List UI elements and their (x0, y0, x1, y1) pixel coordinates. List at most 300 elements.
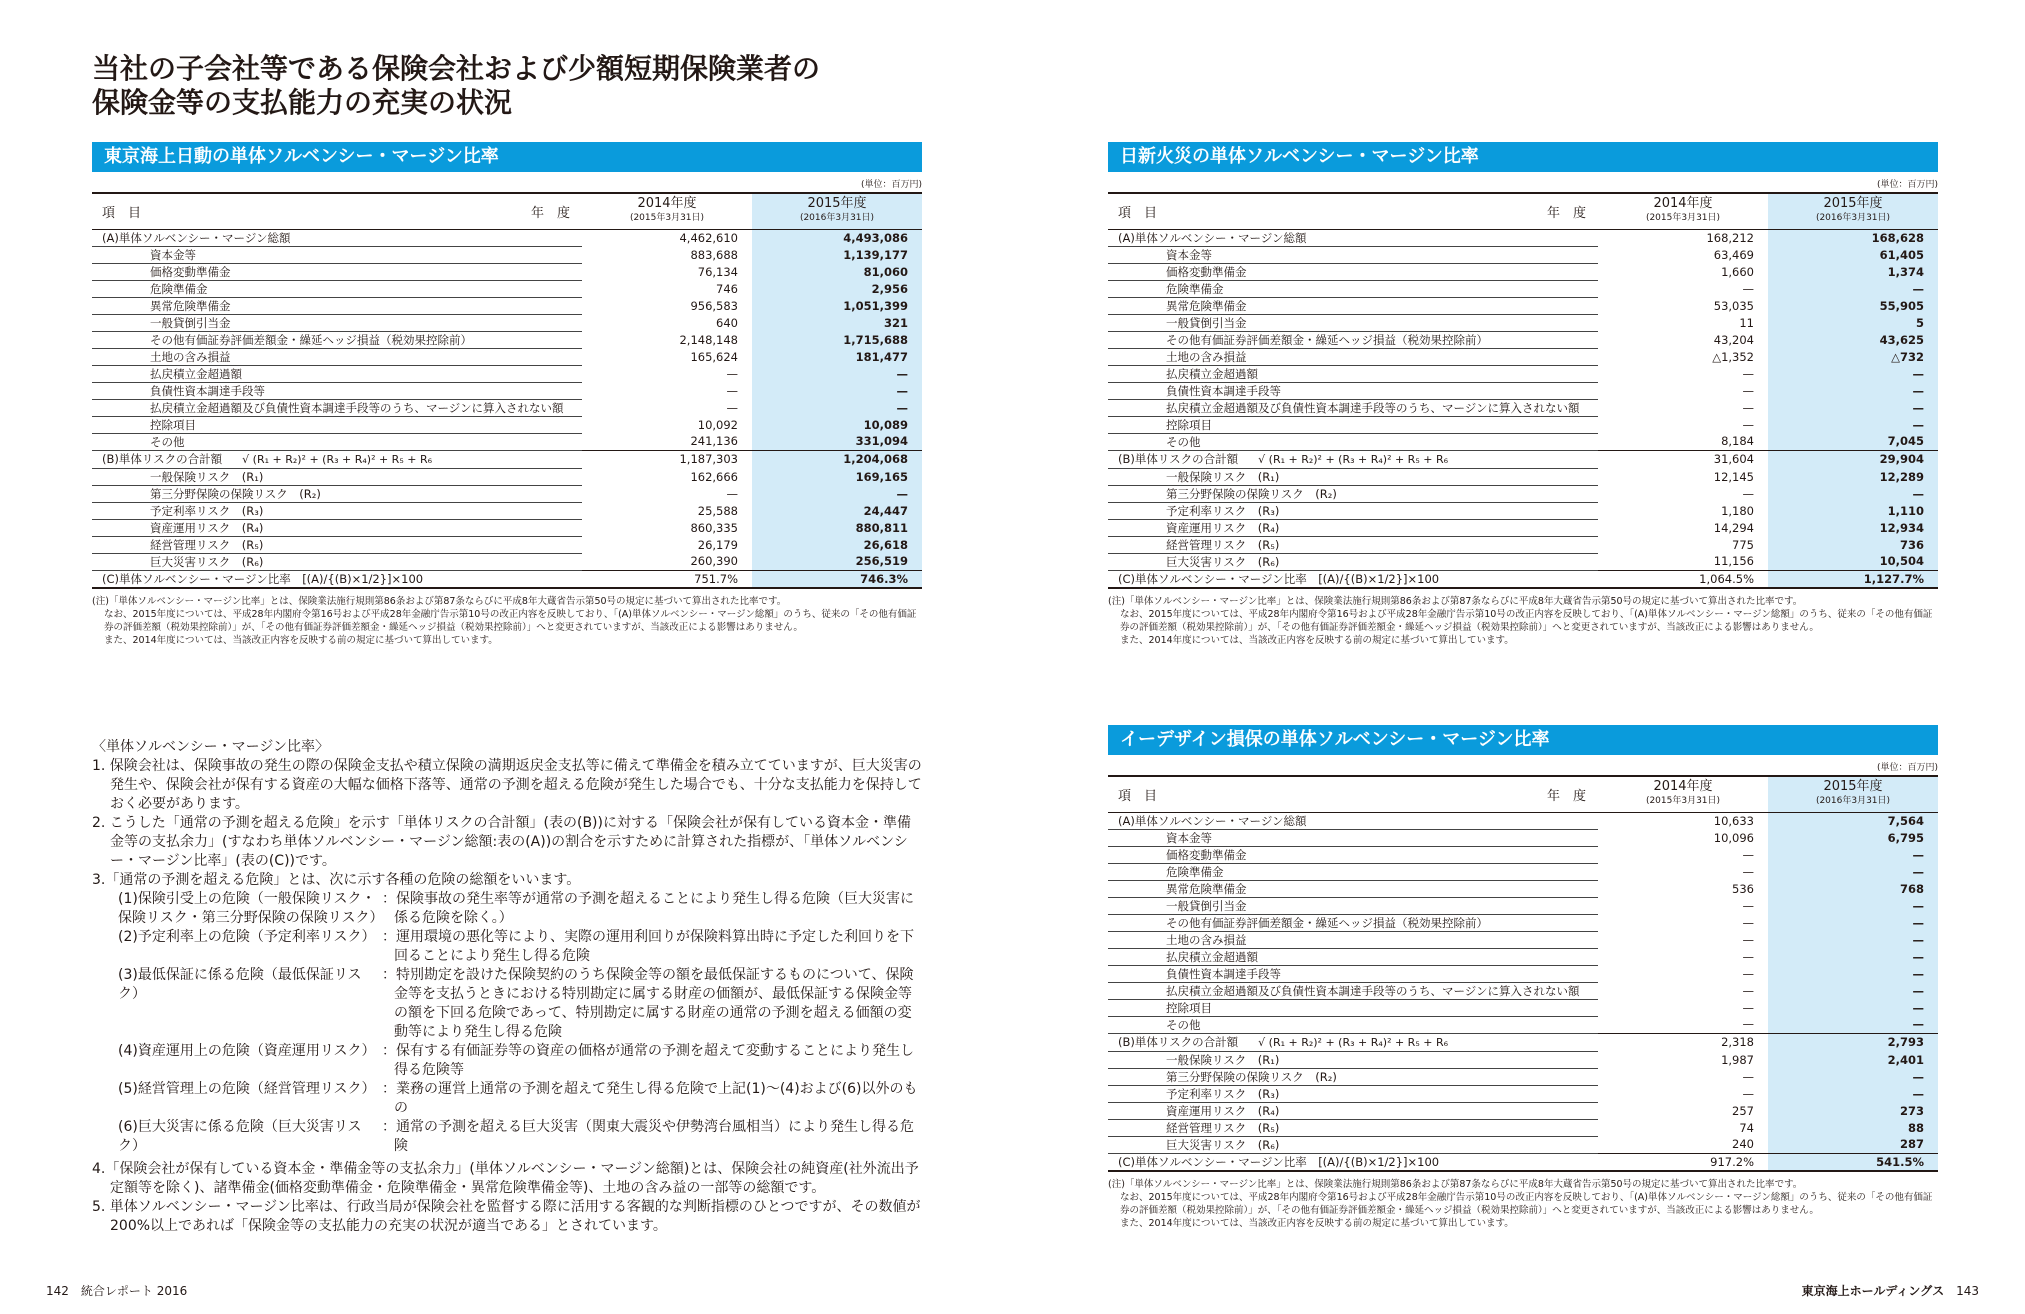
row-label: 一般貸倒引当金 (92, 314, 582, 331)
value-2014: 25,588 (697, 503, 738, 518)
risk-list (92, 890, 922, 1156)
row-label: (B)単体リスクの合計額 √ (R₁ + R₂)² + (R₃ + R₄)² + R₅ + R₆ (1108, 450, 1598, 468)
value-2014: — (1742, 417, 1754, 432)
value-2015: 2,956 (752, 280, 922, 297)
row-label: その他有価証券評価差額金・繰延ヘッジ損益（税効果控除前） (1108, 914, 1598, 931)
value-2015: 10,089 (752, 416, 922, 433)
value-2014: 63,469 (1713, 247, 1754, 262)
value-2014: 53,035 (1713, 298, 1754, 313)
value-2014: 536 (1732, 881, 1754, 896)
risk-item (92, 1118, 922, 1156)
risk-item (92, 928, 922, 966)
value-2015: 81,060 (752, 263, 922, 280)
risk-item (92, 890, 922, 928)
risk-description: ：業務の運営上通常の予測を超えて発生し得る危険で上記(1)～(4)および(6)以外のもの (382, 1081, 918, 1116)
value-2014: 1,180 (1721, 503, 1754, 518)
row-label: 控除項目 (1108, 999, 1598, 1016)
row-label: 資産運用リスク (R₄) (1108, 519, 1598, 536)
value-2014: 8,184 (1721, 434, 1754, 449)
value-2014: 1,987 (1721, 1052, 1754, 1067)
explanation (92, 738, 922, 1236)
row-label: 巨大災害リスク (R₆) (1108, 1136, 1598, 1153)
value-2014: — (1742, 898, 1754, 913)
note-line: また、2014年度については、当該改正内容を反映する前の規定に基づいて算出しています。 (1120, 1217, 1514, 1229)
risk-name: (1)保険引受上の危険（一般保険リスク・保険リスク・第三分野保険の保険リスク） (118, 891, 384, 926)
table-row (1108, 812, 1938, 829)
table-row (1108, 863, 1938, 880)
value-2014: — (1742, 366, 1754, 381)
row-label: 巨大災害リスク (R₆) (1108, 553, 1598, 570)
value-2015: 1,715,688 (752, 331, 922, 348)
value-2015: — (1768, 1068, 1938, 1085)
value-2015: 26,618 (752, 536, 922, 553)
value-2014: — (1742, 1069, 1754, 1084)
value-2015: — (1768, 1085, 1938, 1102)
row-label: その他 (1108, 433, 1598, 450)
value-2014: 640 (716, 315, 738, 330)
row-label: (A)単体ソルベンシー・マージン総額 (1108, 229, 1598, 246)
value-2015: 6,795 (1768, 829, 1938, 846)
value-2015: 12,289 (1768, 468, 1938, 485)
row-label: 資本金等 (1108, 829, 1598, 846)
table-row (1108, 263, 1938, 280)
value-2015: — (1768, 416, 1938, 433)
table-row (92, 382, 922, 399)
value-2014: 1,187,303 (582, 450, 752, 468)
value-2014: — (1742, 915, 1754, 930)
row-label: 経営管理リスク (R₅) (92, 536, 582, 553)
value-2015: — (1768, 897, 1938, 914)
value-2014: — (1742, 281, 1754, 296)
row-label: 負債性資本調達手段等 (1108, 965, 1598, 982)
value-2014: △1,352 (1712, 349, 1754, 364)
value-2015: 1,127.7% (1768, 570, 1938, 588)
value-2014: — (726, 486, 738, 501)
solvency-table (1108, 775, 1938, 1172)
explanation-heading: 〈単体ソルベンシー・マージン比率〉 (92, 739, 330, 755)
value-2015: — (1768, 280, 1938, 297)
risk-description: ：保有する有価証券等の資産の価格が通常の予測を超えて変動することにより発生し得る危険等 (382, 1043, 914, 1078)
section-title: イーデザイン損保の単体ソルベンシー・マージン比率 (1108, 725, 1938, 755)
header-item: 項 目 年 度 (1118, 788, 1586, 804)
row-label: 資産運用リスク (R₄) (92, 519, 582, 536)
table-row (92, 553, 922, 570)
value-2015: 24,447 (752, 502, 922, 519)
unit-label: (単位：百万円) (1876, 763, 1938, 773)
risk-name: (3)最低保証に係る危険（最低保証リスク） (118, 967, 362, 1002)
table-row (1108, 1102, 1938, 1119)
page-title-line1: 当社の子会社等である保険会社および少額短期保険業者の (92, 52, 821, 85)
table-row (92, 570, 922, 588)
risk-item (92, 966, 922, 1042)
risk-item (92, 1042, 922, 1080)
row-label: 予定利率リスク (R₃) (1108, 1085, 1598, 1102)
section-title: 東京海上日動の単体ソルベンシー・マージン比率 (92, 142, 922, 172)
table-row (1108, 999, 1938, 1016)
page-title-line2: 保険金等の支払能力の充実の状況 (92, 86, 513, 119)
value-2015: 1,051,399 (752, 297, 922, 314)
value-2014: — (1742, 847, 1754, 862)
table-row (1108, 1068, 1938, 1085)
footer-right-title: 東京海上ホールディングス (1801, 1284, 1945, 1298)
row-label: 価格変動準備金 (1108, 846, 1598, 863)
note-line: (注)「単体ソルベンシー・マージン比率」とは、保険業法施行規則第86条および第87条ならびに平成8年大蔵省告示第50号の規定に基づいて算出された比率です。 (92, 595, 787, 607)
table-row (1108, 468, 1938, 485)
value-2014: 860,335 (690, 520, 738, 535)
value-2014: 240 (1732, 1137, 1754, 1152)
table-row (92, 348, 922, 365)
row-label: 経営管理リスク (R₅) (1108, 1119, 1598, 1136)
value-2015: 331,094 (752, 433, 922, 450)
row-label: 控除項目 (92, 416, 582, 433)
value-2014: — (1742, 400, 1754, 415)
value-2014: 917.2% (1598, 1153, 1768, 1171)
row-label: 土地の含み損益 (1108, 348, 1598, 365)
row-label: 負債性資本調達手段等 (1108, 382, 1598, 399)
value-2015: — (752, 485, 922, 502)
footer-left-title: 統合レポート 2016 (80, 1284, 188, 1298)
value-2015: — (1768, 999, 1938, 1016)
row-label: 価格変動準備金 (92, 263, 582, 280)
row-label: (A)単体ソルベンシー・マージン総額 (1108, 812, 1598, 829)
value-2014: 74 (1739, 1120, 1754, 1135)
value-2014: 14,294 (1713, 520, 1754, 535)
value-2014: — (726, 383, 738, 398)
value-2015: 12,934 (1768, 519, 1938, 536)
table-row (1108, 1153, 1938, 1171)
page-number-right: 143 (1956, 1284, 1979, 1298)
value-2015: 2,401 (1768, 1051, 1938, 1068)
explanation-item: 1. 保険会社は、保険事故の発生の際の保険金支払や積立保険の満期返戻金支払等に備えて準備金を積み立てていますが、巨大災害の発生や、保険会社が保有する資産の大幅な価格下落等、通常の予測を超える危険が発生した場合でも、十分な支払能力を保持しておく必要があります。 (92, 758, 922, 812)
value-2015: 2,793 (1768, 1033, 1938, 1051)
row-label: 第三分野保険の保険リスク (R₂) (92, 485, 582, 502)
value-2014: 165,624 (690, 349, 738, 364)
value-2015: 61,405 (1768, 246, 1938, 263)
row-label: 第三分野保険の保険リスク (R₂) (1108, 485, 1598, 502)
unit-label: (単位：百万円) (1876, 180, 1938, 190)
table-row (92, 485, 922, 502)
table-row (1108, 536, 1938, 553)
value-2015: 541.5% (1768, 1153, 1938, 1171)
note-line: なお、2015年度については、平成28年内閣府令第16号および平成28年金融庁告示第10号の改正内容を反映しており、「(A)単体ソルベンシー・マージン総額」のうち、従来の「その他有価証券の評価差額（税効果控除前）」が、「その他有価証券評価差額金・繰延ヘッジ損益（税効果控除前）」へと変更されていますが、当該改正による影響はありません。 (1120, 1191, 1933, 1216)
value-2015: — (1768, 948, 1938, 965)
table-row (1108, 1033, 1938, 1051)
section-e-design (1108, 725, 1938, 1230)
footer-right (1802, 1282, 1979, 1299)
row-label: 経営管理リスク (R₅) (1108, 536, 1598, 553)
table-note (92, 595, 922, 647)
value-2014: 257 (1732, 1103, 1754, 1118)
table-note (1108, 1178, 1938, 1230)
value-2015: — (1768, 931, 1938, 948)
row-label: 価格変動準備金 (1108, 263, 1598, 280)
row-label: 資本金等 (92, 246, 582, 263)
table-row (1108, 931, 1938, 948)
solvency-table (1108, 192, 1938, 589)
table-row (1108, 280, 1938, 297)
header-2015: 2015年度 (2016年3月31日) (1768, 776, 1938, 812)
header-item: 項 目 年 度 (1118, 205, 1586, 221)
row-label: 払戻積立金超過額 (1108, 365, 1598, 382)
value-2015: 88 (1768, 1119, 1938, 1136)
row-label: 危険準備金 (92, 280, 582, 297)
value-2015: 181,477 (752, 348, 922, 365)
value-2014: 4,462,610 (679, 230, 738, 245)
table-row (92, 263, 922, 280)
value-2015: △732 (1768, 348, 1938, 365)
note-line: また、2014年度については、当該改正内容を反映する前の規定に基づいて算出しています。 (104, 634, 498, 646)
row-label: (C)単体ソルベンシー・マージン比率 [(A)/{(B)×1/2}]×100 (92, 570, 582, 588)
value-2014: 2,148,148 (679, 332, 738, 347)
table-row (92, 297, 922, 314)
header-2014: 2014年度 (2015年3月31日) (1645, 196, 1721, 224)
row-label: 一般保険リスク (R₁) (1108, 468, 1598, 485)
unit-label: (単位：百万円) (860, 180, 922, 190)
row-label: 巨大災害リスク (R₆) (92, 553, 582, 570)
table-row (92, 502, 922, 519)
table-row (1108, 433, 1938, 450)
value-2015: 10,504 (1768, 553, 1938, 570)
value-2014: — (1742, 1086, 1754, 1101)
value-2014: 241,136 (690, 434, 738, 449)
value-2014: 162,666 (690, 469, 738, 484)
table-row (92, 314, 922, 331)
note-line: (注)「単体ソルベンシー・マージン比率」とは、保険業法施行規則第86条および第87条ならびに平成8年大蔵省告示第50号の規定に基づいて算出された比率です。 (1108, 1178, 1803, 1190)
table-row (1108, 965, 1938, 982)
value-2014: — (1742, 1017, 1754, 1032)
value-2014: 1,064.5% (1598, 570, 1768, 588)
value-2015: — (1768, 982, 1938, 999)
header-2014: 2014年度 (2015年3月31日) (629, 196, 705, 224)
value-2015: — (1768, 399, 1938, 416)
value-2014: 956,583 (690, 298, 738, 313)
row-label: 負債性資本調達手段等 (92, 382, 582, 399)
header-2015: 2015年度 (2016年3月31日) (752, 193, 922, 229)
value-2015: — (1768, 1016, 1938, 1033)
header-2015: 2015年度 (2016年3月31日) (1768, 193, 1938, 229)
table-row (92, 519, 922, 536)
table-row (1108, 948, 1938, 965)
row-label: (C)単体ソルベンシー・マージン比率 [(A)/{(B)×1/2}]×100 (1108, 1153, 1598, 1171)
value-2015: — (1768, 965, 1938, 982)
value-2015: — (752, 382, 922, 399)
row-label: (B)単体リスクの合計額 √ (R₁ + R₂)² + (R₃ + R₄)² + R₅ + R₆ (92, 450, 582, 468)
value-2014: 883,688 (690, 247, 738, 262)
row-label: 資産運用リスク (R₄) (1108, 1102, 1598, 1119)
value-2014: 2,318 (1598, 1033, 1768, 1051)
row-label: 異常危険準備金 (92, 297, 582, 314)
value-2015: 321 (752, 314, 922, 331)
risk-name: (4)資産運用上の危険（資産運用リスク） (118, 1043, 376, 1059)
value-2015: 29,904 (1768, 450, 1938, 468)
value-2015: 1,139,177 (752, 246, 922, 263)
value-2015: 169,165 (752, 468, 922, 485)
risk-description: ：運用環境の悪化等により、実際の運用利回りが保険料算出時に予定した利回りを下回ることにより発生し得る危険 (382, 929, 914, 964)
value-2014: 11,156 (1713, 554, 1754, 569)
table-row (1108, 314, 1938, 331)
page-number-left: 142 (46, 1284, 69, 1298)
value-2014: 751.7% (582, 570, 752, 588)
row-label: その他 (92, 433, 582, 450)
row-label: その他 (1108, 1016, 1598, 1033)
table-row (92, 468, 922, 485)
page-title (92, 52, 1092, 120)
note-line: なお、2015年度については、平成28年内閣府令第16号および平成28年金融庁告示第10号の改正内容を反映しており、「(A)単体ソルベンシー・マージン総額」のうち、従来の「その他有価証券の評価差額（税効果控除前）」が、「その他有価証券評価差額金・繰延ヘッジ損益（税効果控除前）」へと変更されていますが、当該改正による影響はありません。 (1120, 608, 1933, 633)
table-row (1108, 450, 1938, 468)
value-2015: 1,204,068 (752, 450, 922, 468)
value-2014: 168,212 (1706, 230, 1754, 245)
risk-name: (6)巨大災害に係る危険（巨大災害リスク） (118, 1119, 362, 1154)
row-label: 払戻積立金超過額及び負債性資本調達手段等のうち、マージンに算入されない額 (92, 399, 582, 416)
table-body (92, 229, 922, 588)
table-row (1108, 570, 1938, 588)
value-2015: 4,493,086 (752, 229, 922, 246)
row-label: (B)単体リスクの合計額 √ (R₁ + R₂)² + (R₃ + R₄)² + R₅ + R₆ (1108, 1033, 1598, 1051)
value-2014: — (1742, 486, 1754, 501)
row-label: 危険準備金 (1108, 863, 1598, 880)
row-label: 資本金等 (1108, 246, 1598, 263)
value-2014: — (1742, 983, 1754, 998)
risk-formula: √ (R₁ + R₂)² + (R₃ + R₄)² + R₅ + R₆ (1258, 1035, 1448, 1049)
value-2015: 287 (1768, 1136, 1938, 1153)
value-2014: 10,633 (1713, 813, 1754, 828)
table-row (92, 280, 922, 297)
table-row (1108, 982, 1938, 999)
row-label: 土地の含み損益 (1108, 931, 1598, 948)
row-label: 第三分野保険の保険リスク (R₂) (1108, 1068, 1598, 1085)
table-note (1108, 595, 1938, 647)
note-line: なお、2015年度については、平成28年内閣府令第16号および平成28年金融庁告示第10号の改正内容を反映しており、「(A)単体ソルベンシー・マージン総額」のうち、従来の「その他有価証券の評価差額（税効果控除前）」が、「その他有価証券評価差額金・繰延ヘッジ損益（税効果控除前）」へと変更されていますが、当該改正による影響はありません。 (104, 608, 917, 633)
value-2015: — (1768, 365, 1938, 382)
value-2014: — (1742, 966, 1754, 981)
table-row (1108, 399, 1938, 416)
value-2014: 260,390 (690, 554, 738, 569)
value-2015: 1,110 (1768, 502, 1938, 519)
value-2014: — (726, 366, 738, 381)
table-row (1108, 897, 1938, 914)
row-label: 控除項目 (1108, 416, 1598, 433)
value-2014: 12,145 (1713, 469, 1754, 484)
row-label: 予定利率リスク (R₃) (1108, 502, 1598, 519)
row-label: 払戻積立金超過額 (92, 365, 582, 382)
value-2014: 76,134 (697, 264, 738, 279)
value-2015: — (1768, 914, 1938, 931)
row-label: 一般保険リスク (R₁) (92, 468, 582, 485)
row-label: 払戻積立金超過額及び負債性資本調達手段等のうち、マージンに算入されない額 (1108, 399, 1598, 416)
section-nisshin-fire (1108, 142, 1938, 647)
footer-left (46, 1282, 187, 1299)
header-2014: 2014年度 (2015年3月31日) (1645, 779, 1721, 807)
risk-name: (5)経営管理上の危険（経営管理リスク） (118, 1081, 376, 1097)
row-label: 土地の含み損益 (92, 348, 582, 365)
section-title: 日新火災の単体ソルベンシー・マージン比率 (1108, 142, 1938, 172)
value-2014: — (1742, 949, 1754, 964)
table-row (1108, 829, 1938, 846)
value-2015: 256,519 (752, 553, 922, 570)
row-label: 危険準備金 (1108, 280, 1598, 297)
explanation-item: 4.「保険会社が保有している資本金・準備金等の支払余力」(単体ソルベンシー・マージン総額)とは、保険会社の純資産(社外流出予定額等を除く)、諸準備金(価格変動準備金・危険準備金・異常危険準備金等)、土地の含み益の一部等の総額です。 (92, 1161, 919, 1196)
table-row (92, 331, 922, 348)
note-line: (注)「単体ソルベンシー・マージン比率」とは、保険業法施行規則第86条および第87条ならびに平成8年大蔵省告示第50号の規定に基づいて算出された比率です。 (1108, 595, 1803, 607)
row-label: 異常危険準備金 (1108, 297, 1598, 314)
table-row (92, 450, 922, 468)
note-line: また、2014年度については、当該改正内容を反映する前の規定に基づいて算出しています。 (1120, 634, 1514, 646)
row-label: 払戻積立金超過額 (1108, 948, 1598, 965)
table-row (92, 433, 922, 450)
risk-description: ：通常の予測を超える巨大災害（関東大震災や伊勢湾台風相当）により発生し得る危険 (382, 1119, 914, 1154)
row-label: (C)単体ソルベンシー・マージン比率 [(A)/{(B)×1/2}]×100 (1108, 570, 1598, 588)
table-row (1108, 246, 1938, 263)
table-body (1108, 812, 1938, 1171)
table-row (1108, 485, 1938, 502)
solvency-table (92, 192, 922, 589)
risk-formula: √ (R₁ + R₂)² + (R₃ + R₄)² + R₅ + R₆ (242, 452, 432, 466)
table-row (1108, 297, 1938, 314)
explanation-item: 3.「通常の予測を超える危険」とは、次に示す各種の危険の総額をいいます。 (92, 872, 581, 888)
table-row (1108, 1119, 1938, 1136)
value-2014: 1,660 (1721, 264, 1754, 279)
value-2015: — (1768, 846, 1938, 863)
table-row (92, 399, 922, 416)
table-row (1108, 365, 1938, 382)
value-2015: 43,625 (1768, 331, 1938, 348)
table-row (92, 365, 922, 382)
table-row (1108, 553, 1938, 570)
value-2014: 10,092 (697, 417, 738, 432)
row-label: 一般貸倒引当金 (1108, 314, 1598, 331)
row-label: (A)単体ソルベンシー・マージン総額 (92, 229, 582, 246)
value-2014: 31,604 (1598, 450, 1768, 468)
value-2014: 43,204 (1713, 332, 1754, 347)
row-label: その他有価証券評価差額金・繰延ヘッジ損益（税効果控除前） (92, 331, 582, 348)
table-body (1108, 229, 1938, 588)
table-row (92, 536, 922, 553)
row-label: 一般貸倒引当金 (1108, 897, 1598, 914)
value-2015: 55,905 (1768, 297, 1938, 314)
risk-description: ：特別勘定を設けた保険契約のうち保険金等の額を最低保証するものについて、保険金等を支払うときにおける特別勘定に属する財産の価額が、最低保証する保険金等の額を下回る危険であって、特別勘定に属する財産の通常の予測を超える価額の変動等により発生し得る危険 (382, 967, 914, 1040)
row-label: 異常危険準備金 (1108, 880, 1598, 897)
value-2014: 746 (716, 281, 738, 296)
table-row (1108, 229, 1938, 246)
explanation-item: 2. こうした「通常の予測を超える危険」を示す「単体リスクの合計額」(表の(B))に対する「保険会社が保有している資本金・準備金等の支払余力」(すなわち単体ソルベンシー・マージン総額:表の(A))の割合を示すために計算された指標が、「単体ソルベンシー・マージン比率」(表の(C))です。 (92, 815, 911, 869)
table-row (92, 416, 922, 433)
risk-item (92, 1080, 922, 1118)
value-2014: — (1742, 932, 1754, 947)
table-row (1108, 880, 1938, 897)
table-row (1108, 1085, 1938, 1102)
value-2015: 7,045 (1768, 433, 1938, 450)
explanation-item: 5. 単体ソルベンシー・マージン比率は、行政当局が保険会社を監督する際に活用する客観的な判断指標のひとつですが、その数値が200%以上であれば「保険金等の支払能力の充実の状況が適当である」とされています。 (92, 1199, 921, 1234)
value-2015: 1,374 (1768, 263, 1938, 280)
value-2014: — (1742, 864, 1754, 879)
table-row (1108, 331, 1938, 348)
table-row (1108, 416, 1938, 433)
value-2014: 26,179 (697, 537, 738, 552)
value-2014: 11 (1739, 315, 1754, 330)
value-2015: 768 (1768, 880, 1938, 897)
value-2015: 5 (1768, 314, 1938, 331)
table-row (92, 229, 922, 246)
value-2015: 736 (1768, 536, 1938, 553)
risk-name: (2)予定利率上の危険（予定利率リスク） (118, 929, 376, 945)
header-item: 項 目 年 度 (102, 205, 570, 221)
row-label: 払戻積立金超過額及び負債性資本調達手段等のうち、マージンに算入されない額 (1108, 982, 1598, 999)
value-2015: 746.3% (752, 570, 922, 588)
value-2015: — (1768, 485, 1938, 502)
value-2014: 775 (1732, 537, 1754, 552)
value-2015: 7,564 (1768, 812, 1938, 829)
value-2015: — (752, 365, 922, 382)
